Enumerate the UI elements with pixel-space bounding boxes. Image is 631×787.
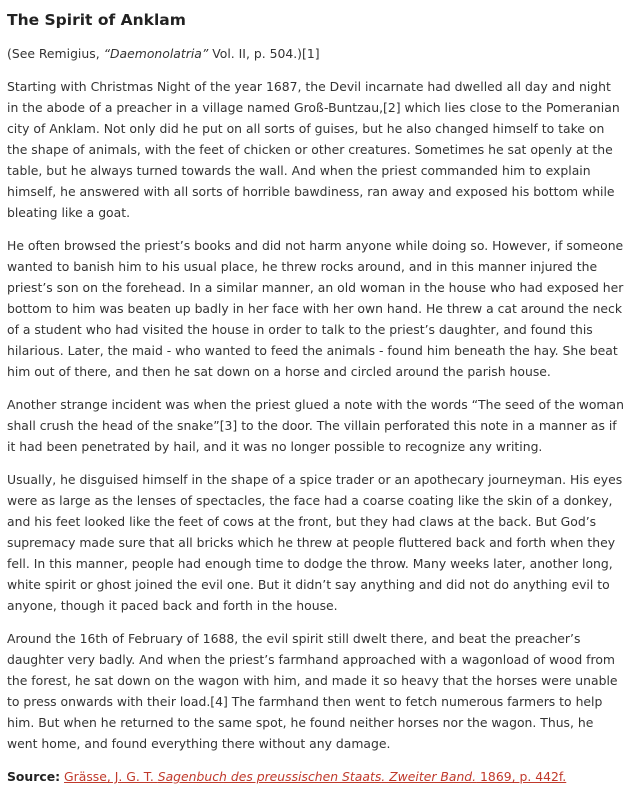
reference-suffix: Vol. II, p. 504.)[1] <box>208 46 320 61</box>
reference-line <box>7 43 624 64</box>
source-line <box>7 766 624 787</box>
source-link[interactable] <box>64 769 566 784</box>
source-label: Source: <box>7 769 61 784</box>
source-link-title: Sagenbuch des preussischen Staats. Zweiter Band. <box>157 769 477 784</box>
source-link-suffix: 1869, p. 442f. <box>476 769 567 784</box>
reference-work: “Daemonolatria” <box>103 46 209 61</box>
page-title: The Spirit of Anklam <box>7 11 186 29</box>
paragraph-3: Another strange incident was when the priest glued a note with the words “The seed of the woman shall crush the head of the snake”[3] to the door. The villain perforated this note in a manner as if it had been penetrated by hail, and it was no longer possible to recognize any writing. <box>7 397 624 454</box>
source-link-author: Grässe, J. G. T. <box>64 769 158 784</box>
paragraph-2: He often browsed the priest’s books and did not harm anyone while doing so. However, if someone wanted to banish him to his usual place, he threw rocks around, and in this manner injured the priest’s son on the forehead. In a similar manner, an old woman in the house who had exposed her bottom to him was beaten up badly in her face with her own hand. He threw a cat around the neck of a student who had visited the house in order to talk to the priest’s daughter, and found this hilarious. Later, the maid - who wanted to feed the animals - found him beneath the hay. She beat him out of there, and then he sat down on a horse and circled around the parish house. <box>7 238 624 379</box>
paragraph-1: Starting with Christmas Night of the year 1687, the Devil incarnate had dwelled all day and night in the abode of a preacher in a village named Groß-Buntzau,[2] which lies close to the Pomeranian city of Anklam. Not only did he put on all sorts of guises, but he also changed himself to take on the shape of animals, with the feet of chicken or other creatures. Sometimes he sat openly at the table, but he always turned towards the wall. And when the priest commanded him to explain himself, he answered with all sorts of horrible bawdiness, ran away and exposed his bottom while bleating like a goat. <box>7 79 620 220</box>
reference-prefix: (See Remigius, <box>7 46 104 61</box>
paragraph-5: Around the 16th of February of 1688, the evil spirit still dwelt there, and beat the preacher’s daughter very badly. And when the priest’s farmhand approached with a wagonload of wood from the forest, he sat down on the wagon with him, and made it so heavy that the horses were unable to press onwards with their load.[4] The farmhand then went to fetch numerous farmers to help him. But when he returned to the same spot, he found neither horses nor the wagon. Thus, he went home, and found everything there without any damage. <box>7 631 618 751</box>
paragraph-4: Usually, he disguised himself in the shape of a spice trader or an apothecary journeyman. His eyes were as large as the lenses of spectacles, the face had a coarse coating like the skin of a donkey, and his feet looked like the feet of cows at the front, but they had claws at the back. But God’s supremacy made sure that all bricks which he threw at people fluttered back and forth when they fell. In this manner, people had enough time to dodge the throw. Many weeks later, another long, white spirit or ghost joined the evil one. But it didn’t say anything and did not do anything evil to anyone, though it paced back and forth in the house. <box>7 472 623 613</box>
